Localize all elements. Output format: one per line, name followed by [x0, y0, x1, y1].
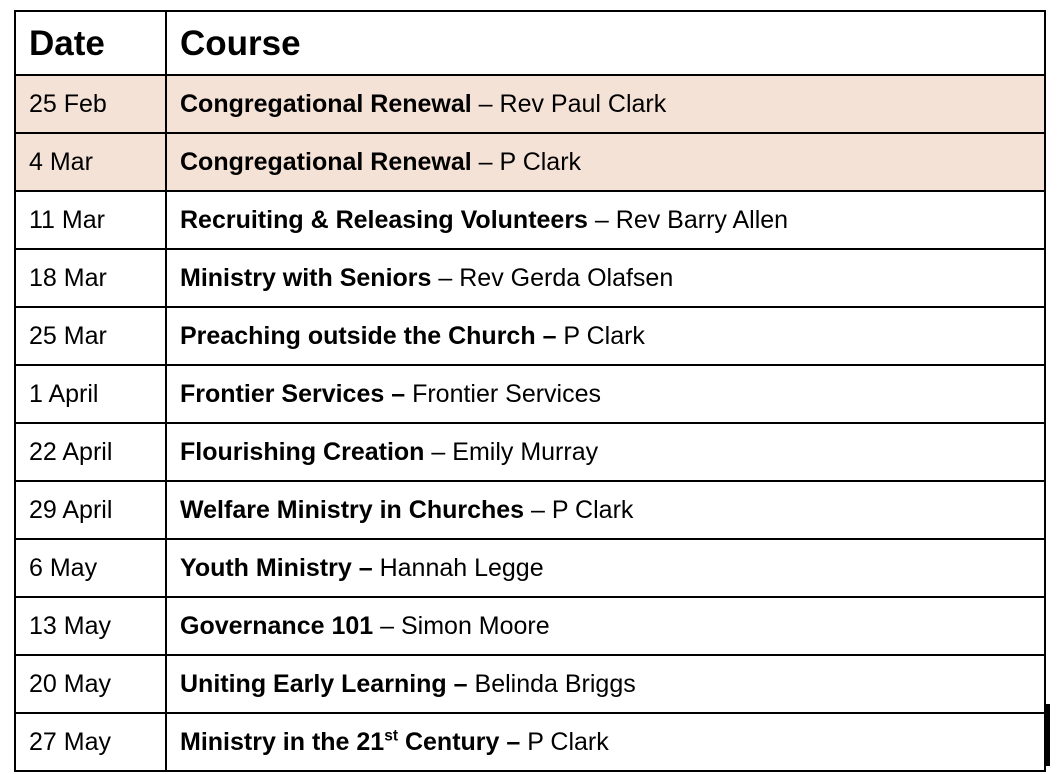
course-separator: – [542, 321, 557, 350]
cell-course [166, 713, 1045, 771]
course-presenter: Rev Gerda Olafsen [459, 263, 674, 292]
course-separator: – [358, 553, 373, 582]
course-presenter: Frontier Services [412, 379, 602, 408]
course-title: Youth Ministry [180, 553, 352, 582]
cell-date: 27 May [15, 713, 166, 771]
table-header-row [15, 11, 1045, 75]
course-title: Congregational Renewal [180, 147, 472, 176]
cell-course [166, 481, 1045, 539]
table-row [15, 539, 1045, 597]
table-row [15, 481, 1045, 539]
course-title: Preaching outside the Church [180, 321, 536, 350]
course-title: Uniting Early Learning [180, 669, 447, 698]
course-separator: – [478, 147, 493, 176]
course-title-prefix: Ministry in the 21 [180, 727, 385, 756]
table-row [15, 655, 1045, 713]
cell-course [166, 307, 1045, 365]
course-separator: – [380, 611, 395, 640]
course-presenter: P Clark [551, 495, 634, 524]
table-row [15, 365, 1045, 423]
course-separator: – [431, 437, 446, 466]
course-presenter: Hannah Legge [379, 553, 544, 582]
course-schedule-table [14, 10, 1046, 772]
cell-course [166, 75, 1045, 133]
cell-course [166, 655, 1045, 713]
table-row [15, 191, 1045, 249]
column-header-course: Course [166, 11, 1045, 75]
cell-date: 25 Mar [15, 307, 166, 365]
course-title: Congregational Renewal [180, 89, 472, 118]
table-row [15, 133, 1045, 191]
table-row [15, 307, 1045, 365]
table-row [15, 75, 1045, 133]
table-row [15, 249, 1045, 307]
cell-date: 20 May [15, 655, 166, 713]
course-separator: – [453, 669, 468, 698]
course-presenter: Rev Paul Clark [499, 89, 667, 118]
cell-course [166, 597, 1045, 655]
cell-course [166, 423, 1045, 481]
cell-course [166, 365, 1045, 423]
cell-course [166, 539, 1045, 597]
course-presenter: Belinda Briggs [474, 669, 636, 698]
table-row [15, 713, 1045, 771]
table-row [15, 597, 1045, 655]
course-separator: – [391, 379, 406, 408]
course-presenter: Emily Murray [452, 437, 599, 466]
cell-course [166, 133, 1045, 191]
cell-date: 13 May [15, 597, 166, 655]
cell-date: 11 Mar [15, 191, 166, 249]
table-header [15, 11, 1045, 75]
course-separator: – [506, 727, 521, 756]
course-separator: – [594, 205, 609, 234]
course-title-ordinal-suffix: st [384, 727, 399, 745]
cell-date: 4 Mar [15, 133, 166, 191]
course-presenter: Rev Barry Allen [615, 205, 789, 234]
course-presenter: Simon Moore [400, 611, 550, 640]
course-title: Governance 101 [180, 611, 374, 640]
course-title [180, 728, 499, 756]
column-header-date: Date [15, 11, 166, 75]
cell-date: 6 May [15, 539, 166, 597]
course-presenter: P Clark [499, 147, 582, 176]
table-body [15, 75, 1045, 771]
table-row [15, 423, 1045, 481]
cell-date: 18 Mar [15, 249, 166, 307]
course-separator: – [478, 89, 493, 118]
course-separator: – [531, 495, 545, 524]
course-presenter: P Clark [563, 321, 645, 350]
cell-course [166, 191, 1045, 249]
course-title: Flourishing Creation [180, 437, 425, 466]
course-title-suffix: Century [398, 727, 500, 756]
course-title: Recruiting & Releasing Volunteers [180, 205, 588, 234]
cell-date: 22 April [15, 423, 166, 481]
cell-date: 25 Feb [15, 75, 166, 133]
cell-date: 29 April [15, 481, 166, 539]
course-title: Welfare Ministry in Churches [180, 495, 525, 524]
course-title: Ministry with Seniors [180, 263, 432, 292]
cell-date: 1 April [15, 365, 166, 423]
cell-course [166, 249, 1045, 307]
course-title: Frontier Services [180, 379, 385, 408]
course-separator: – [438, 263, 453, 292]
page-edge-mark [1046, 704, 1050, 766]
course-presenter: P Clark [527, 727, 609, 756]
